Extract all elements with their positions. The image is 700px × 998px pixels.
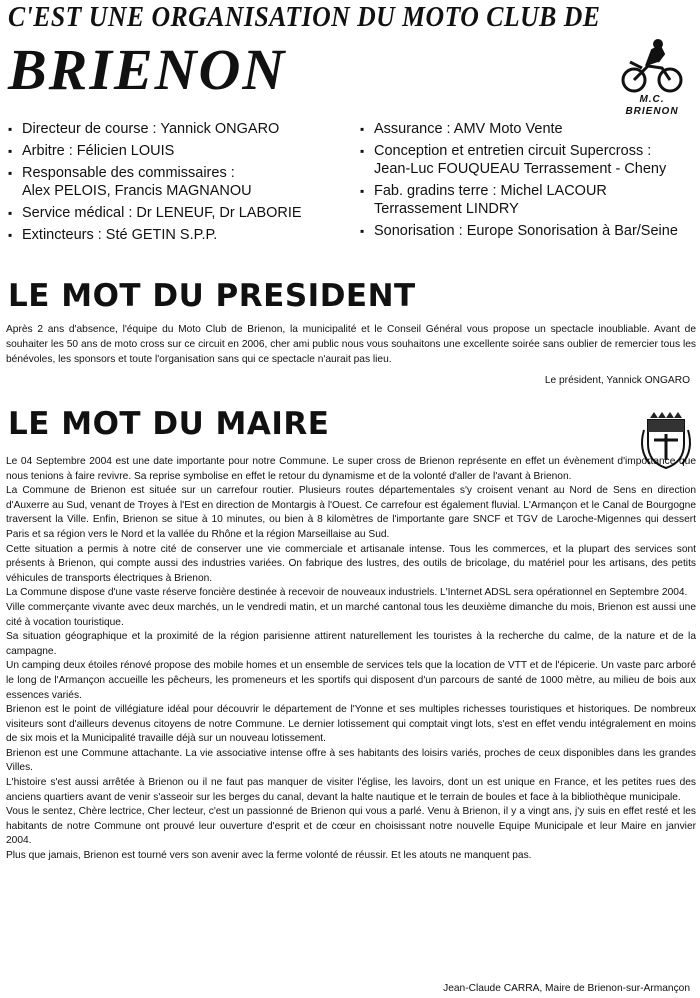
president-section-title: LE MOT DU PRESIDENT [8, 278, 416, 314]
credit-left-item-text: Responsable des commissaires : [22, 165, 235, 181]
credit-right-item-text: Assurance : AMV Moto Vente [374, 121, 563, 137]
moto-club-logo [612, 36, 692, 118]
headline: C'EST UNE ORGANISATION DU MOTO CLUB DE [8, 2, 601, 33]
credits-right-list [360, 120, 696, 244]
maire-paragraph: Brienon est une Commune attachante. La vie associative intense offre à ses habitants des loisirs variés, proches de ceux disponibles dans les grandes Villes. [6, 747, 696, 774]
town-title: BRIENON [8, 37, 287, 102]
maire-paragraph: La Commune dispose d'une vaste réserve foncière destinée à recevoir de nouveaux industriels. L'Internet ADSL sera opérationnel en Septembre 2004. [6, 587, 688, 599]
credit-right-item-text: Fab. gradins terre : Michel LACOUR [374, 183, 607, 199]
president-signature: Le président, Yannick ONGARO [544, 375, 690, 386]
credits-left-list [8, 120, 348, 248]
credit-right-item-text: Conception et entretien circuit Supercross : [374, 143, 652, 159]
credit-left-item-text: Service médical : Dr LENEUF, Dr LABORIE [22, 205, 302, 221]
logo-text-mc: M.C. [639, 94, 665, 105]
maire-paragraph: L'histoire s'est aussi arrêtée à Brienon ou il ne faut pas manquer de visiter l'église, les lavoirs, dont un est unique en France, et les petites rues des anciens quartiers avant de venir s'asseoir sur les berges du canal, devant la halte nautique et le terrain de boules et face à la bibliothèque municipale. [6, 777, 696, 803]
maire-paragraph: La Commune de Brienon est située sur un carrefour routier. Plusieurs routes départementales s'y croisent venant au Nord de Sens en direction d'Auxerre au Sud, venant de Troyes à l'Est en direction de Montargis à l'Ouest. Ce carrefour est également fluvial. L'Armançon et le Canal de Bourgogne traversent la Ville. Enfin, Brienon se situe à 10 minutes, ou bien à 8 kilomètres de l'importante gare SNCF et TGV de Laroche-Migennes qui dessert Paris et sa région vers le Nord et la vallée du Rhône et la région Marseillaise au Sud. [6, 485, 696, 540]
credit-right-item-text: Jean-Luc FOUQUEAU Terrassement - Cheny [374, 161, 667, 177]
maire-paragraph: Plus que jamais, Brienon est tourné vers son avenir avec la ferme volonté de réussir. Et les atouts ne manquent pas. [6, 850, 532, 862]
maire-paragraph: Sa situation géographique et la proximité de la région parisienne attirent naturellement les touristes à la recherche du calme, de la nature et de la campagne. [6, 631, 696, 657]
maire-section-title: LE MOT DU MAIRE [8, 406, 330, 442]
maire-paragraph: Cette situation a permis à notre cité de conserver une vie commerciale et artisanale intense. Tous les commerces, et la plupart des services sont présents à Brienon, qui compte aussi des industries variées. On fabrique des lustres, des outils de bricolage, du matériel pour les artisans, des petits véhicules de transports électriques à Brienon. [6, 543, 696, 584]
credit-left-item [8, 120, 348, 138]
maire-paragraph: Le 04 Septembre 2004 est une date importante pour notre Commune. Le super cross de Brienon représente en effet un évènement d'importance que nous tenions à faire revivre. Sa reprise symbolise en effet le retour du dynamisme et de la volonté d'aller de l'avant à Brienon. [6, 456, 696, 482]
credit-right-item [360, 222, 696, 240]
maire-signature: Jean-Claude CARRA, Maire de Brienon-sur-Armançon [443, 983, 690, 994]
maire-paragraph: Un camping deux étoiles rénové propose des mobile homes et un ensemble de services tels que la location de VTT et de l'épicerie. Un vaste parc arboré le long de l'Armançon accueille les pêcheurs, les promeneurs et les sportifs qui disposent d'un parcours de santé de 1000 mètre, au milieu de bois aux essences variés. [6, 660, 696, 701]
logo-text-brienon: BRIENON [625, 106, 679, 117]
credit-right-item-text: Sonorisation : Europe Sonorisation à Bar/Seine [374, 223, 678, 239]
credit-left-item [8, 142, 348, 160]
credit-left-item-text: Alex PELOIS, Francis MAGNANOU [22, 183, 252, 199]
credit-left-item-text: Extincteurs : Sté GETIN S.P.P. [22, 227, 218, 243]
maire-paragraph: Vous le sentez, Chère lectrice, Cher lecteur, c'est un passionné de Brienon qui vous a parlé. Venu à Brienon, il y a vingt ans, j'y suis en effet resté et les habitants de notre Commune ont prouvé leur ouverture d'esprit et de cœur en choisissant notre nouvelle Equipe Municipale et leur Maire en janvier 2004. [6, 806, 696, 847]
president-text: Après 2 ans d'absence, l'équipe du Moto Club de Brienon, la municipalité et le Conseil Général vous propose un spectacle inoubliable. Avant de souhaiter les 50 ans de moto cross sur ce circuit en 2006, cher ami public nous vous souhaitons une excellente soirée sans oublier de remercier tous les bénévoles, les sponsors et toute l'organisation sans qui ce spectacle n'aurait pas lieu. [6, 324, 696, 365]
maire-paragraph: Ville commerçante vivante avec deux marchés, un le vendredi matin, et un marché cantonal tous les deuxième dimanche du mois, Brienon est aussi une cité à vocation touristique. [6, 601, 696, 628]
credit-left-item [8, 164, 348, 200]
maire-text [6, 455, 696, 864]
credit-right-item [360, 182, 696, 218]
credit-left-item [8, 226, 348, 244]
credit-left-item-text: Directeur de course : Yannick ONGARO [22, 121, 280, 137]
motocross-rider-icon [612, 36, 692, 96]
maire-paragraph: Brienon est le point de villégiature idéal pour découvrir le département de l'Yonne et ses multiples richesses touristiques et historiques. De nombreux visiteurs sont d'ailleurs devenus citoyens de notre Commune. Le dernier lotissement qui comptait vingt lots, s'est en effet vendu intégralement en moins de six mois et la Municipalité travaille déjà sur un nouveau lotissement. [6, 704, 696, 745]
credit-right-item-text: Terrassement LINDRY [374, 201, 519, 217]
credit-right-item [360, 142, 696, 178]
credit-left-item-text: Arbitre : Félicien LOUIS [22, 143, 175, 159]
credit-left-item [8, 204, 348, 222]
credit-right-item [360, 120, 696, 138]
